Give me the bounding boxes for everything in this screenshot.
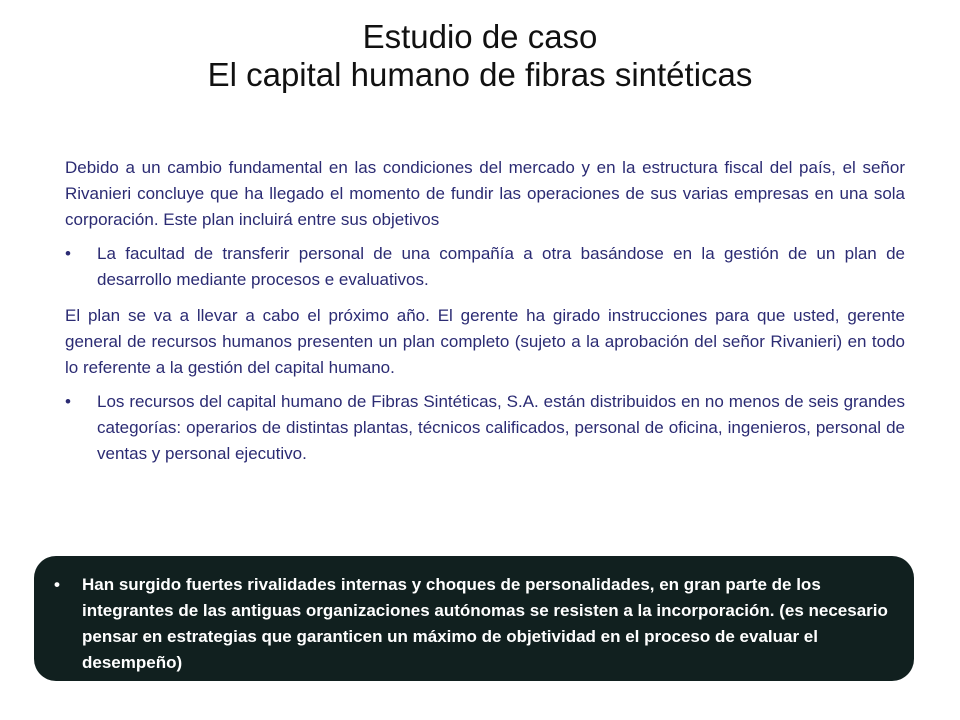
case-body: [65, 155, 905, 477]
plan-paragraph: El plan se va a llevar a cabo el próximo año. El gerente ha girado instrucciones para que usted, gerente general de recursos humanos presenten un plan completo (sujeto a la aprobación del señor Rivanieri) en todo lo referente a la gestión del capital humano.: [65, 306, 905, 377]
title-line-2: El capital humano de fibras sintéticas: [207, 56, 753, 93]
callout-box: [34, 556, 914, 681]
intro-paragraph: Debido a un cambio fundamental en las condiciones del mercado y en la estructura fiscal del país, el señor Rivanieri concluye que ha llegado el momento de fundir las operaciones de sus varias empresas en una sola corporación. Este plan incluirá entre sus objetivos: [65, 158, 905, 229]
bullet-dot: •: [54, 575, 60, 594]
bullet-text: La facultad de transferir personal de una compañía a otra basándose en la gestión de un plan de desarrollo mediante procesos e evaluativos.: [97, 244, 905, 289]
bullet-item-transfer: [65, 241, 905, 293]
bullet-item-resources: [65, 389, 905, 467]
bullet-dot: •: [65, 392, 71, 411]
callout-text: Han surgido fuertes rivalidades internas y choques de personalidades, en gran parte de los integrantes de las antiguas organizaciones autónomas se resisten a la incorporación. (es necesario pensar en estrategias que garanticen un máximo de objetividad en el proceso de evaluar el desempeño): [82, 575, 888, 672]
title-line-1: Estudio de caso: [362, 18, 598, 55]
slide-title: [0, 18, 960, 94]
bullet-text: Los recursos del capital humano de Fibras Sintéticas, S.A. están distribuidos en no menos de seis grandes categorías: operarios de distintas plantas, técnicos calificados, personal de oficina, ingenieros, personal de ventas y personal ejecutivo.: [97, 392, 905, 463]
bullet-dot: •: [65, 244, 71, 263]
callout-bullet: [54, 572, 894, 676]
